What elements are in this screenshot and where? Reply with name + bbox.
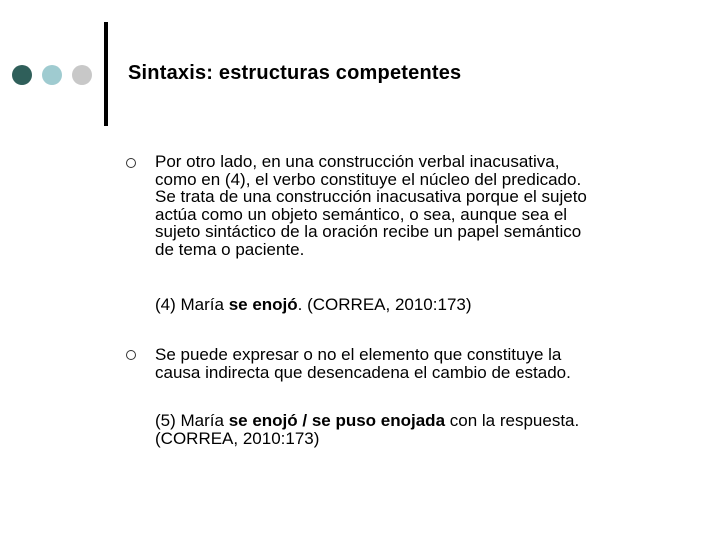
slide-title: Sintaxis: estructuras competentes (128, 62, 462, 84)
paragraph-line: causa indirecta que desencadena el cambio de estado. (155, 362, 571, 382)
example-line (155, 412, 665, 430)
decorative-dot-gray (72, 65, 92, 85)
paragraph-line: como en (4), el verbo constituye el núcleo del predicado. (155, 169, 582, 189)
bullet-paragraph-1 (155, 153, 659, 258)
paragraph-line: Por otro lado, en una construcción verbal inacusativa, (155, 152, 560, 171)
paragraph-line: Se trata de una construcción inacusativa porque el sujeto (155, 187, 587, 206)
decorative-dot-dark (12, 65, 32, 85)
paragraph-line: actúa como un objeto semántico, o sea, aunque sea el (155, 204, 568, 224)
example-emphasis: se enojó (228, 295, 298, 314)
example-citation: . (CORREA, 2010:173) (297, 295, 472, 314)
paragraph-line: Se puede expresar o no el elemento que constituye la (155, 345, 562, 364)
example-citation: (CORREA, 2010:173) (155, 428, 320, 448)
example-text: (4) María (155, 295, 229, 314)
example-4 (155, 296, 665, 314)
bullet-circle-icon (126, 350, 136, 360)
example-text: con la respuesta. (445, 411, 580, 430)
paragraph-line: de tema o paciente. (155, 239, 305, 259)
example-text: (5) María (155, 411, 229, 430)
title-divider-bar (104, 22, 108, 126)
bullet-circle-icon (126, 158, 136, 168)
decorative-dot-teal (42, 65, 62, 85)
example-5 (155, 412, 665, 447)
bullet-paragraph-2 (155, 346, 659, 381)
example-emphasis: se enojó / se puso enojada (228, 411, 446, 430)
paragraph-line: sujeto sintáctico de la oración recibe un papel semántico (155, 222, 582, 241)
